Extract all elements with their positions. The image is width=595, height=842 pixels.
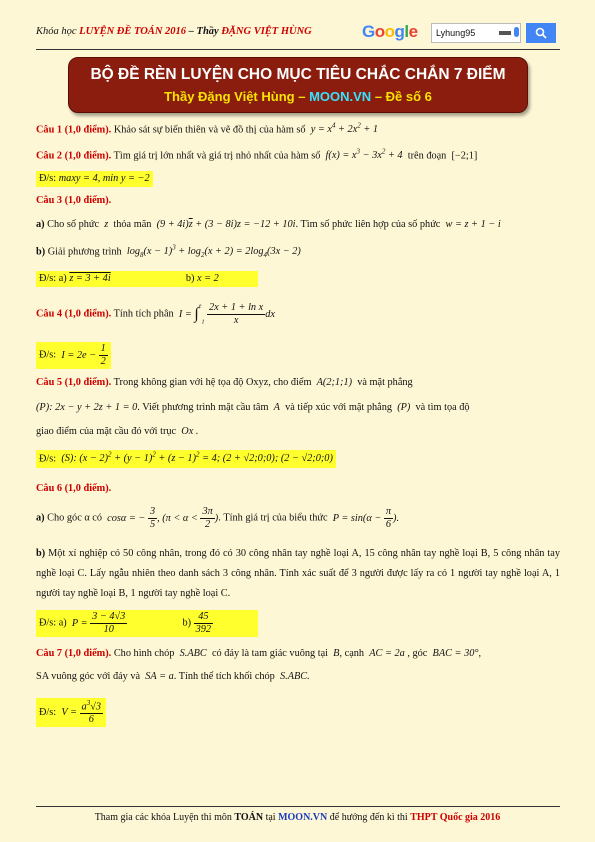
keyboard-icon[interactable] (499, 31, 511, 35)
course-title: Khóa học LUYỆN ĐỀ TOÁN 2016 – Thầy ĐẶNG VIỆT HÙNG (36, 26, 312, 37)
question-5-line2: (P): 2x − y + 2z + 1 = 0. Viết phương trình mặt cầu tâm A và tiếp xúc với mặt phẳng (P) và tìm tọa độ (36, 402, 470, 413)
answer-7: Đ/s: V = $\frac{a^3√3}{6}$ (36, 698, 560, 727)
exam-subtitle: Thầy Đặng Việt Hùng – MOON.VN – Đề số 6 (164, 89, 432, 104)
q3a-equation: $(9 + 4i)\overline{z} + (3 - 8i)z = -12 + 10i$ (154, 219, 296, 230)
question-2: Câu 2 (1,0 điểm). Tìm giá trị lớn nhất và giá trị nhỏ nhất của hàm số $f(x) = x^3 - 3x^2 + 4$ trên đoạn [−2;1] (36, 148, 478, 162)
header-divider (36, 49, 560, 50)
answer-6: Đ/s: a) P = $\frac{3 - 4√3}{10}$ b) $\frac{45}{392}$ (36, 610, 560, 637)
q3b-equation: $\log_8(x - 1)^3 + \log_2(x + 2) = 2\log_4(3x - 2)$ (124, 244, 301, 260)
moon-site-label: MOON.VN (309, 89, 372, 104)
exam-title: BỘ ĐỀ RÈN LUYỆN CHO MỤC TIÊU CHẮC CHẮN 7 ĐIỂM (90, 66, 506, 83)
question-5: Câu 5 (1,0 điểm). Trong không gian với hệ tọa độ Oxyz, cho điểm A(2;1;1) và mặt phẳng (36, 377, 413, 388)
page-footer: Tham gia các khóa Luyện thi môn TOÁN tại MOON.VN để hướng đến kì thi THPT Quốc gia 2016 (94, 812, 501, 823)
google-logo-letter: l (404, 22, 409, 41)
q2-interval: [−2;1] (448, 150, 478, 162)
question-7: Câu 7 (1,0 điểm). Cho hình chóp S.ABC có đáy là tam giác vuông tại B, cạnh AC = 2a , góc BAC = 30°, (36, 648, 482, 659)
course-name: LUYỆN ĐỀ TOÁN 2016 (79, 26, 187, 37)
page-header (36, 22, 556, 46)
q4-integral: I = ∫$^e$1 $\frac{\text{2x + 1 + ln x}}{x}$ dx (176, 302, 275, 326)
question-7-line2: SA vuông góc với đáy và SA = a. Tính thể tích khối chóp S.ABC. (36, 671, 310, 682)
answer-2: Đ/s: maxy = 4, min y = −2 (36, 171, 560, 187)
google-logo-letter: e (408, 22, 418, 41)
answer-3: Đ/s: a) z = 3 + 4i b) x = 2 (36, 271, 560, 287)
footer-site-link[interactable]: MOON.VN (278, 812, 328, 823)
question-6a: a) Cho góc α có cosα = − $\frac{3}{5}$ , (π < α < $\frac{3\pi}{2}$ ). Tính giá trị của biểu thức P = sin(α − $\frac{\pi}{6}$ ). (36, 506, 400, 530)
footer-divider (36, 806, 560, 807)
q1-function: $y = x^4 + 2x^2 + 1$ (308, 122, 379, 136)
q2-function: $f(x) = x^3 - 3x^2 + 4$ (322, 148, 406, 162)
google-logo-letter: o (384, 22, 395, 41)
question-6: Câu 6 (1,0 điểm). (36, 483, 112, 494)
question-5-line3: giao điểm của mặt cầu đó với trục Ox . (36, 426, 199, 437)
question-3a: a) Cho số phức z thỏa mãn $(9 + 4i)\overline{z} + (3 - 8i)z = -12 + 10i$. Tìm số phức liên hợp của số phức w = z + 1 − i (36, 219, 501, 230)
google-logo-letter: o (374, 22, 385, 41)
question-4: Câu 4 (1,0 điểm). Tính tích phân I = ∫$^e$1 $\frac{\text{2x + 1 + ln x}}{x}$ dx (36, 302, 275, 326)
title-banner (68, 57, 528, 113)
search-button[interactable] (526, 23, 556, 43)
question-6b: b) Một xí nghiệp có 50 công nhân, trong đó có 30 công nhân tay nghề loại A, 15 công nhân tay nghề loại B, 5 công nhân tay nghề loại C. Lấy ngẫu nhiên theo danh sách 3 công nhân. Tính xác suất để 3 người được lấy ra có 1 người tay nghề loại A, 1 người tay nghề loại B, 1 người tay nghề loại C. (36, 548, 560, 599)
teacher-name: ĐẶNG VIỆT HÙNG (221, 26, 312, 37)
answer-5: Đ/s: (S): $(x - 2)^2 + (y - 1)^2 + (z - 1)^2 = 4$; (2 + √2;0;0); (2 − √2;0;0) (36, 450, 560, 468)
google-logo-letter: g (394, 22, 405, 41)
google-logo (362, 22, 418, 42)
question-3: Câu 3 (1,0 điểm). (36, 195, 112, 206)
search-input[interactable]: Lyhung95 (431, 23, 521, 43)
answer-4: Đ/s: I = 2e − $\frac{1}{2}$ (36, 342, 560, 369)
microphone-icon[interactable] (514, 27, 519, 37)
google-logo-letter: G (362, 22, 375, 41)
search-icon (535, 27, 547, 39)
question-3b: b) Giải phương trình $\log_8(x - 1)^3 + \log_2(x + 2) = 2\log_4(3x - 2)$ (36, 244, 301, 260)
question-1: Câu 1 (1,0 điểm). Khảo sát sự biến thiên và vẽ đồ thị của hàm số $y = x^4 + 2x^2 + 1$ (36, 122, 379, 136)
